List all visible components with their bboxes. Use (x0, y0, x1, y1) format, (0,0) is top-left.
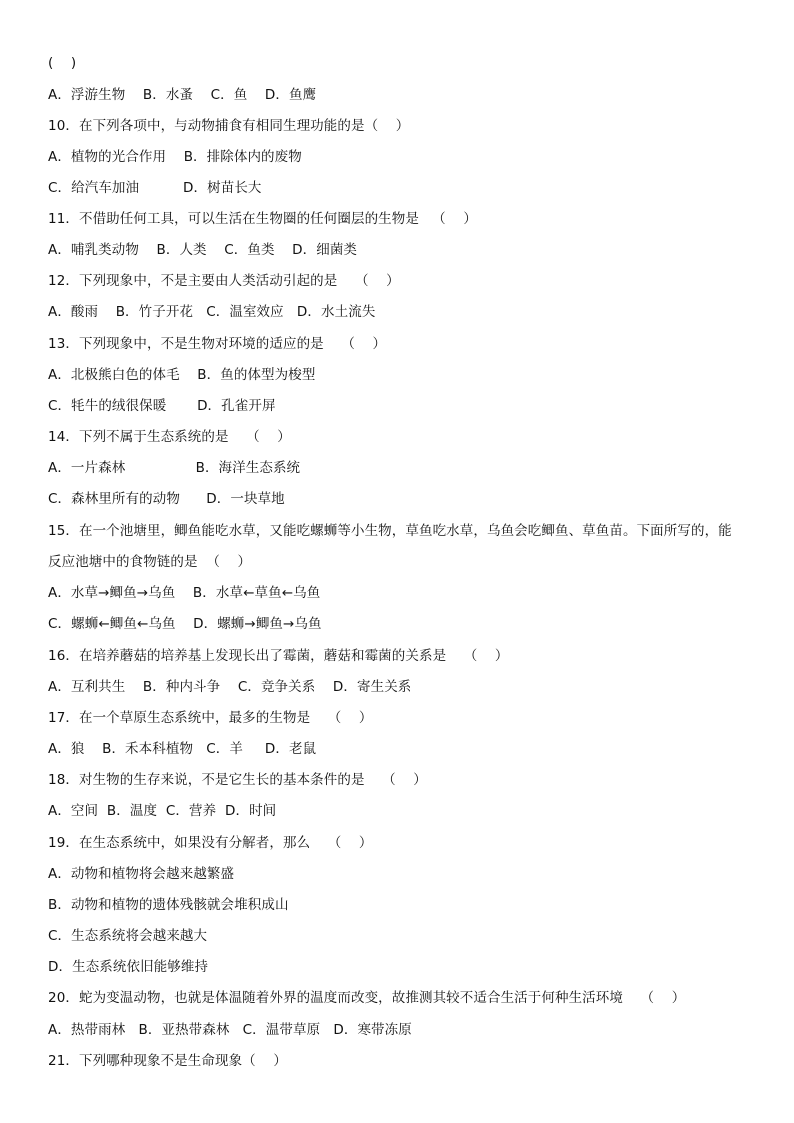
q13-options-ab: A．北极熊白色的体毛 B．鱼的体型为梭型 (48, 367, 316, 383)
q20-options: A．热带雨林 B．亚热带森林 C．温带草原 D．寒带冻原 (48, 1022, 412, 1038)
q15-options-ab: A．水草→鲫鱼→乌鱼 B．水草←草鱼←乌鱼 (48, 585, 321, 601)
q17-options: A．狼 B．禾本科植物 C．羊 D．老鼠 (48, 741, 317, 757)
q11-options: A．哺乳类动物 B．人类 C．鱼类 D．细菌类 (48, 242, 358, 258)
q10-question: 10．在下列各项中，与动物捕食有相同生理功能的是（ ） (48, 118, 410, 134)
q9-options-bracket: ( ) (48, 55, 77, 71)
q14-options-ab: A．一片森林 B．海洋生态系统 (48, 460, 301, 476)
q12-question: 12．下列现象中，不是主要由人类活动引起的是 （ ） (48, 273, 400, 289)
q20-question: 20．蛇为变温动物，也就是体温随着外界的温度而改变，故推测其较不适合生活于何种生活环境 （ ） (48, 990, 686, 1006)
q17-question: 17．在一个草原生态系统中，最多的生物是 （ ） (48, 710, 373, 726)
q19-option-b: B．动物和植物的遗体残骸就会堆积成山 (48, 897, 289, 913)
q19-option-a: A．动物和植物将会越来越繁盛 (48, 866, 235, 882)
q13-question: 13．下列现象中，不是生物对环境的适应的是 （ ） (48, 336, 387, 352)
q15-question-line1: 15．在一个池塘里，鲫鱼能吃水草，又能吃螺蛳等小生物，草鱼吃水草，乌鱼会吃鲫鱼、草鱼苗。下面所写的，能 (48, 523, 732, 539)
q14-options-cd: C．森林里所有的动物 D．一块草地 (48, 491, 285, 507)
q19-option-c: C．生态系统将会越来越大 (48, 928, 208, 944)
q13-options-cd: C．牦牛的绒很保暖 D．孔雀开屏 (48, 398, 276, 414)
q12-options: A．酸雨 B．竹子开花 C．温室效应 D．水土流失 (48, 304, 376, 320)
q10-options-ab: A．植物的光合作用 B．排除体内的废物 (48, 149, 302, 165)
q15-question-line2: 反应池塘中的食物链的是 （ ） (48, 554, 252, 570)
q19-option-d: D．生态系统依旧能够维持 (48, 959, 209, 975)
q16-question: 16．在培养蘑菇的培养基上发现长出了霉菌，蘑菇和霉菌的关系是 （ ） (48, 648, 509, 664)
q19-question: 19．在生态系统中，如果没有分解者，那么 （ ） (48, 835, 373, 851)
q10-options-cd: C．给汽车加油 D．树苗长大 (48, 180, 262, 196)
q16-options: A．互利共生 B．种内斗争 C．竞争关系 D．寄生关系 (48, 679, 412, 695)
q21-question: 21．下列哪种现象不是生命现象（ ） (48, 1053, 287, 1069)
q15-options-cd: C．螺蛳←鲫鱼←乌鱼 D．螺蛳→鲫鱼→乌鱼 (48, 616, 322, 632)
q11-question: 11．不借助任何工具，可以生活在生物圈的任何圈层的生物是 （ ） (48, 211, 477, 227)
q14-question: 14．下列不属于生态系统的是 （ ） (48, 429, 291, 445)
q9-options: A．浮游生物 B．水蚤 C．鱼 D．鱼鹰 (48, 87, 317, 103)
q18-question: 18．对生物的生存来说，不是它生长的基本条件的是 （ ） (48, 772, 427, 788)
q18-options: A．空间 B．温度 C．营养 D．时间 (48, 803, 277, 819)
